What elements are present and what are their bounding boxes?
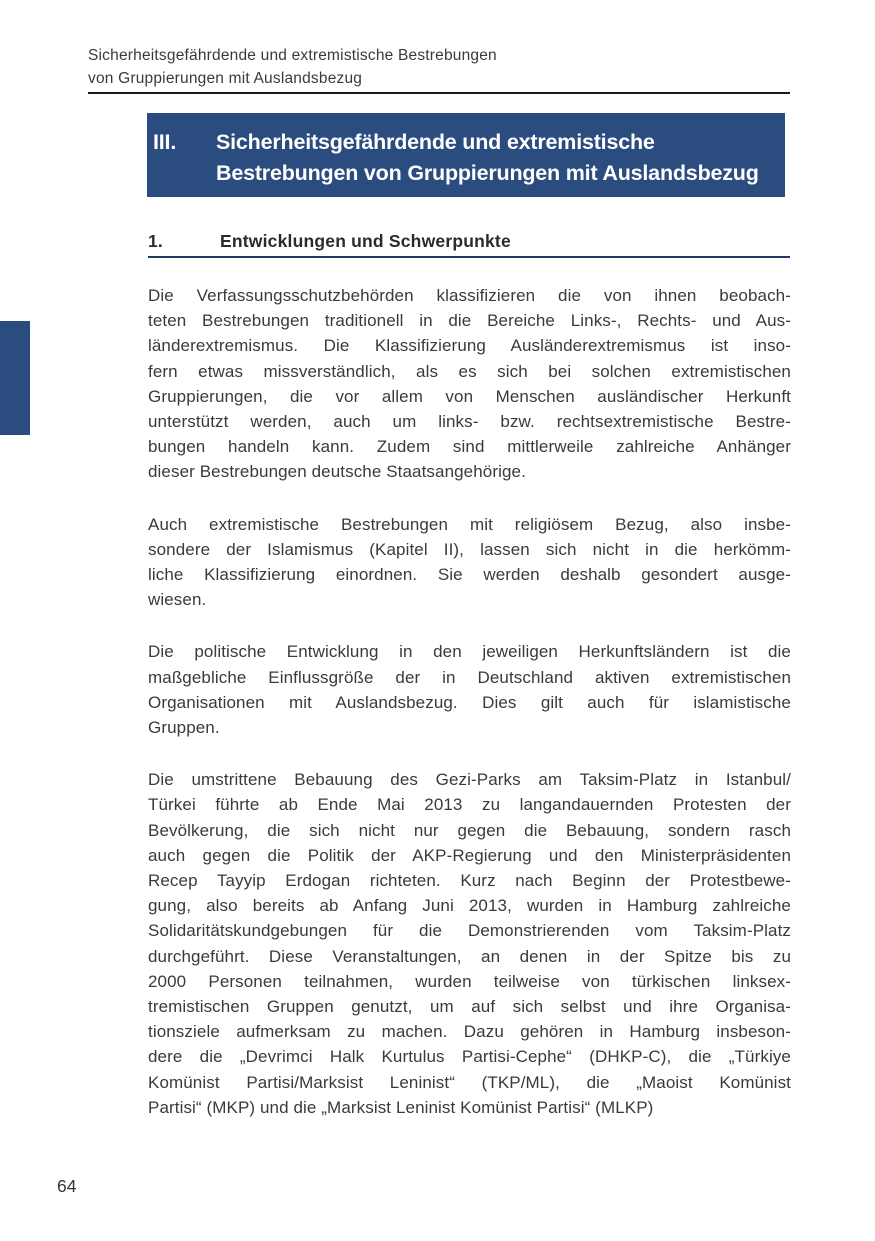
text-line: unterstützt werden, auch um links- bzw. rechtsextremistische Bestre- bbox=[148, 412, 791, 432]
text-line: Die politische Entwicklung in den jeweiligen Herkunftsländern ist die bbox=[148, 642, 791, 662]
chapter-title-line2: Bestrebungen von Gruppierungen mit Auslandsbezug bbox=[216, 161, 759, 185]
text-line: wiesen. bbox=[148, 590, 207, 610]
text-line: länderextremismus. Die Klassifizierung Ausländerextremismus ist inso- bbox=[148, 336, 791, 356]
text-line: Organisationen mit Auslandsbezug. Dies gilt auch für islamistische bbox=[148, 692, 791, 712]
chapter-margin-tab bbox=[0, 321, 30, 435]
text-line: dieser Bestrebungen deutsche Staatsangehörige. bbox=[148, 462, 526, 482]
section-number: 1. bbox=[148, 231, 163, 251]
text-line: Gruppen. bbox=[148, 718, 220, 738]
text-line: Auch extremistische Bestrebungen mit religiösem Bezug, also insbe- bbox=[148, 514, 791, 534]
text-line: Partisi“ (MKP) und die „Marksist Leninist Komünist Partisi“ (MLKP) bbox=[148, 1097, 654, 1117]
text-line: liche Klassifizierung einordnen. Sie werden deshalb gesondert ausge- bbox=[148, 565, 791, 585]
text-line: auch gegen die Politik der AKP-Regierung und den Ministerpräsidenten bbox=[148, 845, 791, 865]
paragraph bbox=[148, 767, 791, 1120]
header-rule bbox=[88, 92, 790, 94]
text-line: sondere der Islamismus (Kapitel II), lassen sich nicht in die herkömm- bbox=[148, 539, 791, 559]
text-line: Türkei führte ab Ende Mai 2013 zu langandauernden Protesten der bbox=[148, 795, 791, 815]
text-line: tremistischen Gruppen genutzt, um auf sich selbst und ihre Organisa- bbox=[148, 997, 791, 1017]
text-line: tionsziele aufmerksam zu machen. Dazu gehören in Hamburg insbeson- bbox=[148, 1022, 791, 1042]
text-line: Die umstrittene Bebauung des Gezi-Parks am Taksim-Platz in Istanbul/ bbox=[148, 770, 791, 790]
text-line: dere die „Devrimci Halk Kurtulus Partisi-Cephe“ (DHKP-C), die „Türkiye bbox=[148, 1047, 791, 1067]
text-line: 2000 Personen teilnahmen, wurden teilweise von türkischen linksex- bbox=[148, 971, 791, 991]
chapter-banner bbox=[147, 113, 785, 197]
text-line: bungen handeln kann. Zudem sind mittlerweile zahlreiche Anhänger bbox=[148, 437, 791, 457]
running-header-line2: von Gruppierungen mit Auslandsbezug bbox=[88, 70, 363, 87]
text-line: maßgebliche Einflussgröße der in Deutschland aktiven extremistischen bbox=[148, 667, 791, 687]
paragraph bbox=[148, 512, 791, 613]
chapter-title bbox=[216, 127, 759, 189]
text-line: teten Bestrebungen traditionell in die Bereiche Links-, Rechts- und Aus- bbox=[148, 311, 791, 331]
body-text bbox=[148, 283, 791, 1147]
text-line: Gruppierungen, die vor allem von Menschen ausländischer Herkunft bbox=[148, 386, 791, 406]
text-line: Komünist Partisi/Marksist Leninist“ (TKP/ML), die „Maoist Komünist bbox=[148, 1072, 791, 1092]
paragraph bbox=[148, 283, 791, 485]
text-line: Recep Tayyip Erdogan richteten. Kurz nach Beginn der Protestbewe- bbox=[148, 871, 791, 891]
running-header bbox=[88, 44, 497, 90]
text-line: Solidaritätskundgebungen für die Demonstrierenden vom Taksim-Platz bbox=[148, 921, 791, 941]
text-line: fern etwas missverständlich, als es sich bei solchen extremistischen bbox=[148, 361, 791, 381]
text-line: Bevölkerung, die sich nicht nur gegen die Bebauung, sondern rasch bbox=[148, 820, 791, 840]
chapter-title-line1: Sicherheitsgefährdende und extremistische bbox=[216, 130, 655, 154]
text-line: Die Verfassungsschutzbehörden klassifizieren die von ihnen beobach- bbox=[148, 286, 791, 305]
text-line: gung, also bereits ab Anfang Juni 2013, wurden in Hamburg zahlreiche bbox=[148, 896, 791, 916]
page-number: 64 bbox=[57, 1176, 77, 1196]
section-rule bbox=[148, 256, 790, 258]
chapter-number: III. bbox=[153, 130, 177, 154]
running-header-line1: Sicherheitsgefährdende und extremistische Bestrebungen bbox=[88, 47, 497, 64]
text-line: durchgeführt. Diese Veranstaltungen, an denen in der Spitze bis zu bbox=[148, 946, 791, 966]
section-heading bbox=[148, 231, 790, 252]
section-title: Entwicklungen und Schwerpunkte bbox=[220, 231, 511, 251]
paragraph bbox=[148, 639, 791, 740]
